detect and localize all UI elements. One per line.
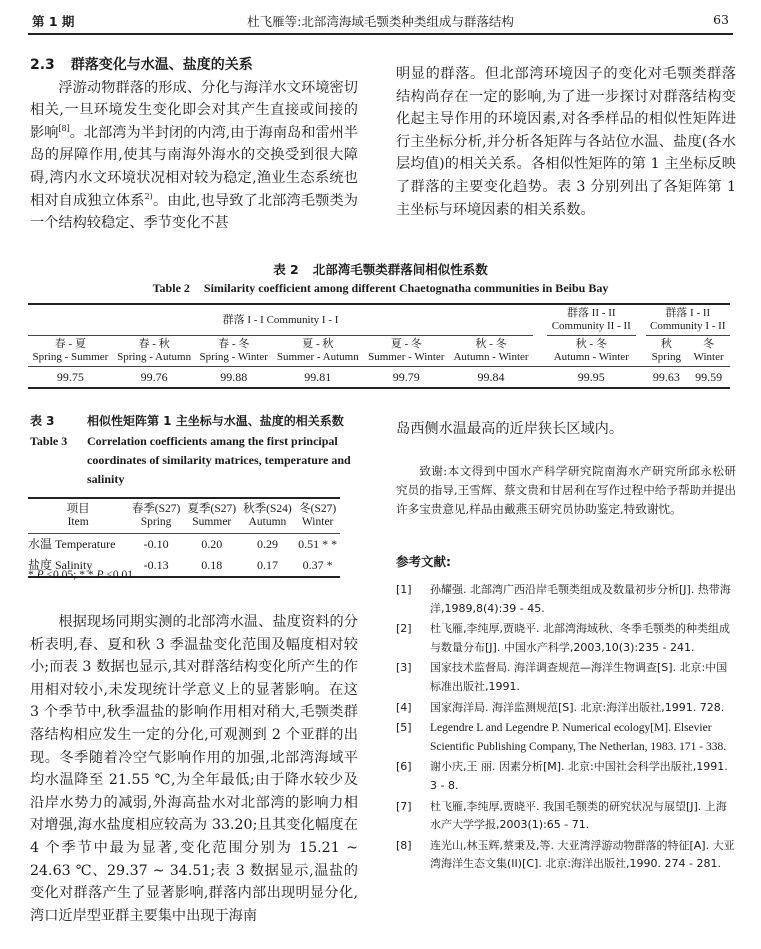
table2-group-header: 群落 I - I Community I - I xyxy=(28,304,533,336)
table2-column-header: 春 - 夏 Spring - Summer xyxy=(28,336,113,367)
left-column-top xyxy=(30,54,358,235)
table2-group-header: 群落 I - II Community I - II xyxy=(646,304,730,336)
footnote-marker: 2) xyxy=(144,191,153,201)
paragraph: 浮游动物群落的形成、分化与海洋水文环境密切相关,一旦环境发生变化即会对其产生直接或间接的影响[8]。北部湾为半封闭的内湾,由于海南岛和雷州半岛的屏障作用,使其与南海外海水的交换受到很大障碍,湾内水文环境状况相对较为稳定,渔业生态系统也相对自成独立体系$^{2)}$。由此,也导致了北部湾毛颚类为一个结构较稳定、季节变化不甚 xyxy=(30,79,358,232)
table3 xyxy=(28,497,340,578)
table3-column-header: 项目 Item xyxy=(28,498,128,534)
right-column-continuation xyxy=(396,418,736,441)
table2-column-header: 秋 Spring xyxy=(646,336,688,367)
table2-cell: 99.75 xyxy=(28,367,113,389)
reference-item: [7] 杜飞雁,李纯厚,贾晓平. 我国毛颚类的研究状况与展望[J]. 上海水产大学学报,2003(1):65 - 71. xyxy=(396,799,727,832)
section-heading xyxy=(30,54,358,77)
table2-column-header: 夏 - 秋 Summer - Autumn xyxy=(272,336,364,367)
reference-item: [6] 谢小庆,王 丽. 因素分析[M]. 北京:中国社会科学出版社,1991. 3 - 8. xyxy=(396,760,728,792)
table3-cell: 0.17 xyxy=(240,555,296,577)
table2-cell: 99.76 xyxy=(113,367,196,389)
table3-row-label: 水温 Temperature xyxy=(28,537,116,551)
table3-row-label: 盐度 Salinity xyxy=(28,555,128,577)
table3-column-header: 冬(S27) Winter xyxy=(295,498,340,534)
header-rule xyxy=(28,33,733,35)
table3-column-header: 夏季(S27) Summer xyxy=(184,498,240,534)
table2-group-header: 群落 II - II Community II - II xyxy=(547,304,636,336)
table2-cell: 99.63 xyxy=(646,367,688,389)
table3-column-header: 春季(S27) Spring xyxy=(128,498,184,534)
table2-cell: 99.79 xyxy=(364,367,449,389)
table2-column-header: 春 - 秋 Spring - Autumn xyxy=(113,336,196,367)
table2-column-header: 秋 - 冬 Autumn - Winter xyxy=(449,336,533,367)
reference-item: [1] 孙耀强. 北部湾广西沿岸毛颚类组成及数量初步分析[J]. 热带海洋,1989,8(4):39 - 45. xyxy=(396,583,731,615)
issue-number: 第 1 期 xyxy=(32,14,75,29)
reference-item: [3] 国家技术监督局. 海洋调查规范—海洋生物调查[S]. 北京:中国标准出版社,1991. xyxy=(396,661,728,693)
table3-cell: 0.37 * xyxy=(295,555,340,577)
running-title: 杜飞雁等:北部湾海域毛颚类种类组成与群落结构 xyxy=(247,14,514,29)
table3-footnote: * P <0.05; * * P <0.01 xyxy=(28,569,133,581)
table3-caption-en: Table 3 Correlation coefficients amang the first principal coordinates of similarity matrices, temperature and salinity xyxy=(30,434,351,486)
table2-cell: 99.84 xyxy=(449,367,533,389)
table2-cell: 99.95 xyxy=(547,367,636,389)
paragraph: 岛西侧水温最高的近岸狭长区域内。 xyxy=(396,421,624,437)
table2-caption-zh: 表 2 北部湾毛颚类群落间相似性系数 xyxy=(273,262,488,277)
table2-caption-en: Table 2 Similarity coefficient among different Chaetognatha communities in Beibu Bay xyxy=(152,281,609,295)
running-header xyxy=(30,10,731,32)
reference-item: [2] 杜飞雁,李纯厚,贾晓平. 北部湾海域秋、冬季毛颚类的种类组成与数量分布[J]. 中国水产科学,2003,10(3):235 - 241. xyxy=(396,622,730,654)
table3-caption-zh: 表 3 相似性矩阵第 1 主坐标与水温、盐度的相关系数 xyxy=(30,414,344,428)
reference-item: [4] 国家海洋局. 海洋监测规范[S]. 北京:海洋出版社,1991. 728. xyxy=(396,700,725,714)
reference-item: [8] 连光山,林玉辉,蔡秉及,等. 大亚湾浮游动物群落的特征[A]. 大亚湾海洋生态文集(II)[C]. 北京:海洋出版社,1990. 274 - 281. xyxy=(396,838,735,871)
table2-cell: 99.88 xyxy=(195,367,272,389)
table3-cell: 0.20 xyxy=(201,537,223,551)
references-heading: 参考文献: xyxy=(396,554,451,569)
acknowledgement: 致谢:本文得到中国水产科学研究院南海水产研究所邱永松研究员的指导,王雪辉、蔡文贵和甘居利在写作过程中给予帮助并提出许多宝贵意见,样品由戴燕玉研究员协助鉴定,特致谢忱。 xyxy=(396,464,736,516)
table3-cell: 0.18 xyxy=(184,555,240,577)
references-list xyxy=(396,581,736,876)
table3-cell: 0.29 xyxy=(256,537,278,551)
page-number: 63 xyxy=(713,12,729,27)
table2 xyxy=(28,303,730,389)
table2-column-header: 冬 Winter xyxy=(687,336,730,367)
citation: [8] xyxy=(58,123,70,133)
table2-cell: 99.59 xyxy=(687,367,730,389)
paragraph: 根据现场同期实测的北部湾水温、盐度资料的分析表明,春、夏和秋 3 季温盐变化范围及幅度相对较小;而表 3 数据也显示,其对群落结构变化所产生的作用相对较小,未发现统计学意义上的显著影响。在这 3 个季节中,秋季温盐的影响作用相对稍大,毛颚类群落结构相应发生一定的分化,可观测到 2 个亚群的出现。冬季随着冷空气影响作用的加强,北部湾海域平均水温降至 21.55 ℃,为全年最低;由于降水较少及沿岸水势力的减弱,外海高盐水对北部湾的影响力相对增强,海水盐度相应较高为 33.20;且其变化幅度在 4 个季节中最为显著,变化范围分别为 15.21 ~ 24.63 ℃、29.37 ~ 34.51;表 3 数据显示,温盐的变化对群落产生了显著影响,群落内部出现明显分化,湾口近岸型亚群主要集中出现于海南 xyxy=(30,614,358,924)
table3-cell: 0.51 * * xyxy=(298,537,338,551)
table3-cell: -0.13 xyxy=(128,555,184,577)
table-row xyxy=(28,534,340,556)
table2-column-header: 春 - 冬 Spring - Winter xyxy=(195,336,272,367)
table3-cell: -0.10 xyxy=(143,537,169,551)
table2-cell: 99.81 xyxy=(272,367,364,389)
table2-column-header: 夏 - 冬 Summer - Winter xyxy=(364,336,449,367)
reference-item: [5] Legendre L and Legendre P. Numerical ecology[M]. Elsevier Scientific Publishing Company, The Netherlan, 1983. 171 - 338. xyxy=(396,721,727,753)
table2-column-header: 秋 - 冬 Autumn - Winter xyxy=(547,336,636,367)
right-column-top xyxy=(396,63,736,221)
section-title: 群落变化与水温、盐度的关系 xyxy=(70,57,253,73)
table3-column-header: 秋季(S24) Autumn xyxy=(240,498,296,534)
paragraph: 明显的群落。但北部湾环境因子的变化对毛颚类群落结构尚存在一定的影响,为了进一步探讨对群落结构变化起主导作用的环境因素,对各季样品的相似性矩阵进行主坐标分析,并分析各矩阵与各站位水温、盐度(各水层均值)的相关关系。各相似性矩阵的第 1 主坐标反映了群落的主要变化趋势。表 3 分别列出了各矩阵第 1 主坐标与环境因素的相关系数。 xyxy=(396,66,736,218)
section-number: 2.3 xyxy=(30,57,55,73)
left-column-bottom xyxy=(30,611,358,927)
